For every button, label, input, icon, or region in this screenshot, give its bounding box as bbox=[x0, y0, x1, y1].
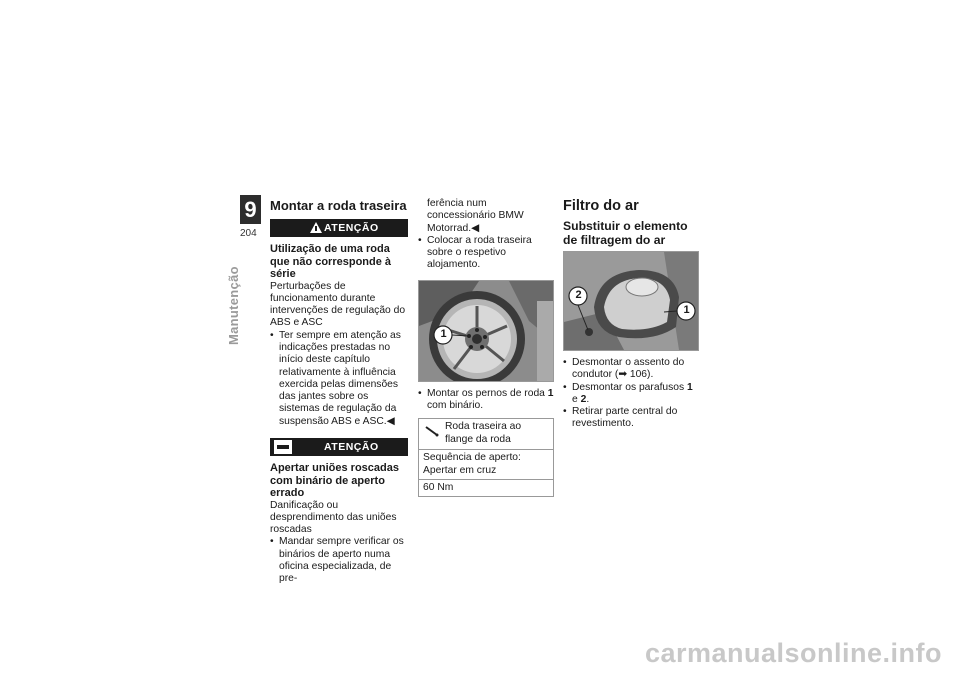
column-3 bbox=[563, 198, 701, 431]
warning-label: ATENÇÃO bbox=[324, 441, 379, 454]
warning-list bbox=[270, 536, 408, 585]
wrench-icon bbox=[274, 440, 292, 454]
step-list bbox=[418, 235, 554, 272]
warning-bar bbox=[270, 219, 408, 237]
column-2 bbox=[418, 198, 554, 497]
list-item: • Desmontar os parafusos 1 e 2. bbox=[563, 382, 701, 407]
step-list bbox=[418, 388, 554, 413]
section-title: Montar a roda traseira bbox=[270, 198, 407, 213]
continuation-text: ferência num concessionário BMW Motorrad.◀ bbox=[427, 198, 524, 234]
figure-callout: 1 bbox=[440, 327, 447, 340]
spec-sequence: Sequência de aperto: Apertar em cruz bbox=[419, 449, 553, 479]
air-filter-figure bbox=[563, 251, 699, 351]
step-list bbox=[563, 357, 701, 431]
rear-wheel-figure bbox=[418, 280, 554, 382]
list-item: • Colocar a roda traseira sobre o respetivo alojamento. bbox=[418, 235, 554, 272]
watermark: carmanualsonline.info bbox=[644, 638, 942, 668]
torque-spec-table bbox=[418, 418, 554, 497]
warning-heading: Apertar uniões roscadas com binário de aperto errado bbox=[270, 462, 399, 500]
spec-item: Roda traseira ao flange da roda bbox=[419, 419, 553, 449]
warning-body: Perturbações de funcionamento durante intervenções de regulação do ABS e ASC bbox=[270, 280, 406, 329]
figure-callout: 2 bbox=[575, 289, 582, 301]
warning-list bbox=[270, 330, 408, 428]
list-item: • Montar os pernos de roda 1 com binário. bbox=[418, 388, 554, 413]
subsection-title: Substituir o elemento de filtragem do ar bbox=[563, 219, 688, 247]
list-item: • Ter sempre em atenção as indicações prestadas no início deste capítulo relativamente à influência exercida pelas dimensões das jantes sobre os sistemas de regulação da suspensão ABS e ASC.◀ bbox=[270, 330, 408, 428]
list-item: • Mandar sempre verificar os binários de aperto numa oficina especializada, de pre- bbox=[270, 536, 408, 585]
figure-callout: 1 bbox=[683, 304, 690, 316]
chapter-number: 9 bbox=[244, 197, 257, 222]
column-1 bbox=[270, 198, 408, 586]
part-ref: 2 bbox=[580, 393, 587, 405]
warning-body: Danificação ou desprendimento das uniões roscadas bbox=[270, 499, 397, 536]
air-filter-illustration bbox=[564, 252, 698, 350]
warning-label: ATENÇÃO bbox=[324, 222, 379, 234]
warning-bar bbox=[270, 438, 408, 456]
list-item: • Desmontar o assento do condutor (➡ 106). bbox=[563, 357, 701, 382]
warning-heading: Utilização de uma roda que não corresponde à série bbox=[270, 243, 392, 280]
list-item: • Retirar parte central do revestimento. bbox=[563, 406, 701, 431]
chapter-label: Manutenção bbox=[226, 266, 241, 345]
part-ref: 1 bbox=[547, 387, 554, 399]
part-ref: 1 bbox=[687, 381, 693, 393]
section-title: Filtro do ar bbox=[563, 198, 639, 214]
page-number: 204 bbox=[240, 228, 257, 239]
torque-wrench-icon bbox=[425, 425, 439, 437]
spec-torque: 60 Nm bbox=[419, 479, 553, 496]
